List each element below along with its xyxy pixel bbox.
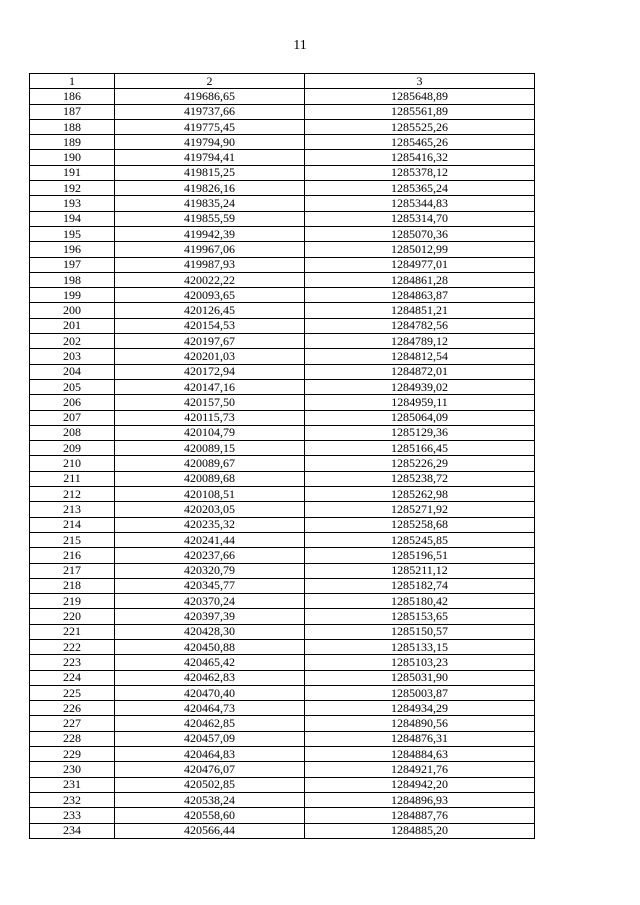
- table-row: [30, 410, 535, 425]
- y-coordinate-cell: 1284876,31: [305, 731, 535, 746]
- x-coordinate-cell: 420154,53: [115, 318, 305, 333]
- point-number-cell: 203: [30, 349, 115, 364]
- point-number-cell: 225: [30, 685, 115, 700]
- x-coordinate-cell: 420157,50: [115, 395, 305, 410]
- y-coordinate-cell: 1284959,11: [305, 395, 535, 410]
- x-coordinate-cell: 420197,67: [115, 334, 305, 349]
- point-number-cell: 222: [30, 639, 115, 654]
- table-row: [30, 731, 535, 746]
- y-coordinate-cell: 1285465,26: [305, 135, 535, 150]
- point-number-cell: 230: [30, 762, 115, 777]
- table-row: [30, 762, 535, 777]
- table-row: [30, 639, 535, 654]
- point-number-cell: 217: [30, 563, 115, 578]
- point-number-cell: 233: [30, 808, 115, 823]
- table-row: [30, 181, 535, 196]
- table-row: [30, 303, 535, 318]
- point-number-cell: 212: [30, 487, 115, 502]
- x-coordinate-cell: 420464,73: [115, 701, 305, 716]
- point-number-cell: 231: [30, 777, 115, 792]
- x-coordinate-cell: 420558,60: [115, 808, 305, 823]
- x-coordinate-cell: 420370,24: [115, 594, 305, 609]
- table-row: [30, 334, 535, 349]
- y-coordinate-cell: 1284939,02: [305, 379, 535, 394]
- table-row: [30, 242, 535, 257]
- table-row: [30, 119, 535, 134]
- point-number-cell: 193: [30, 196, 115, 211]
- y-coordinate-cell: 1284863,87: [305, 288, 535, 303]
- y-coordinate-cell: 1284896,93: [305, 792, 535, 807]
- y-coordinate-cell: 1284934,29: [305, 701, 535, 716]
- x-coordinate-cell: 420320,79: [115, 563, 305, 578]
- table-row: [30, 395, 535, 410]
- point-number-cell: 206: [30, 395, 115, 410]
- point-number-cell: 191: [30, 165, 115, 180]
- point-number-cell: 234: [30, 823, 115, 838]
- y-coordinate-cell: 1285416,32: [305, 150, 535, 165]
- y-coordinate-cell: 1285150,57: [305, 624, 535, 639]
- table-row: [30, 135, 535, 150]
- x-coordinate-cell: 420462,85: [115, 716, 305, 731]
- x-coordinate-cell: 419855,59: [115, 211, 305, 226]
- x-coordinate-cell: 420476,07: [115, 762, 305, 777]
- y-coordinate-cell: 1285182,74: [305, 578, 535, 593]
- table-row: [30, 594, 535, 609]
- table-row: [30, 532, 535, 547]
- point-number-cell: 208: [30, 425, 115, 440]
- table-row: [30, 318, 535, 333]
- point-number-cell: 213: [30, 502, 115, 517]
- point-number-cell: 216: [30, 548, 115, 563]
- table-row: [30, 823, 535, 838]
- y-coordinate-cell: 1285031,90: [305, 670, 535, 685]
- x-coordinate-cell: 419737,66: [115, 104, 305, 119]
- y-coordinate-cell: 1285003,87: [305, 685, 535, 700]
- point-number-cell: 194: [30, 211, 115, 226]
- table-row: [30, 716, 535, 731]
- point-number-cell: 229: [30, 747, 115, 762]
- point-number-cell: 232: [30, 792, 115, 807]
- x-coordinate-cell: 419775,45: [115, 119, 305, 134]
- point-number-cell: 228: [30, 731, 115, 746]
- x-coordinate-cell: 420126,45: [115, 303, 305, 318]
- x-coordinate-cell: 420104,79: [115, 425, 305, 440]
- point-number-cell: 195: [30, 226, 115, 241]
- point-number-cell: 218: [30, 578, 115, 593]
- y-coordinate-cell: 1284885,20: [305, 823, 535, 838]
- x-coordinate-cell: 420235,32: [115, 517, 305, 532]
- y-coordinate-cell: 1284942,20: [305, 777, 535, 792]
- x-coordinate-cell: 420465,42: [115, 655, 305, 670]
- x-coordinate-cell: 419987,93: [115, 257, 305, 272]
- table-row: [30, 165, 535, 180]
- y-coordinate-cell: 1285196,51: [305, 548, 535, 563]
- y-coordinate-cell: 1285012,99: [305, 242, 535, 257]
- y-coordinate-cell: 1284977,01: [305, 257, 535, 272]
- y-coordinate-cell: 1285344,83: [305, 196, 535, 211]
- x-coordinate-cell: 420108,51: [115, 487, 305, 502]
- x-coordinate-cell: 420462,83: [115, 670, 305, 685]
- point-number-cell: 189: [30, 135, 115, 150]
- x-coordinate-cell: 420464,83: [115, 747, 305, 762]
- point-number-cell: 220: [30, 609, 115, 624]
- point-number-cell: 221: [30, 624, 115, 639]
- point-number-cell: 197: [30, 257, 115, 272]
- x-coordinate-cell: 419815,25: [115, 165, 305, 180]
- table-row: [30, 456, 535, 471]
- table-row: [30, 792, 535, 807]
- y-coordinate-cell: 1285365,24: [305, 181, 535, 196]
- x-coordinate-cell: 419794,41: [115, 150, 305, 165]
- x-coordinate-cell: 420203,05: [115, 502, 305, 517]
- table-row: [30, 104, 535, 119]
- table-row: [30, 471, 535, 486]
- y-coordinate-cell: 1285064,09: [305, 410, 535, 425]
- point-number-cell: 219: [30, 594, 115, 609]
- table-row: [30, 517, 535, 532]
- point-number-cell: 214: [30, 517, 115, 532]
- x-coordinate-cell: 419794,90: [115, 135, 305, 150]
- table-row: [30, 670, 535, 685]
- table-row: [30, 624, 535, 639]
- table-row: [30, 441, 535, 456]
- table-row: [30, 487, 535, 502]
- point-number-cell: 201: [30, 318, 115, 333]
- point-number-cell: 223: [30, 655, 115, 670]
- y-coordinate-cell: 1285238,72: [305, 471, 535, 486]
- point-number-cell: 196: [30, 242, 115, 257]
- x-coordinate-cell: 420450,88: [115, 639, 305, 654]
- table-row: [30, 548, 535, 563]
- y-coordinate-cell: 1285561,89: [305, 104, 535, 119]
- y-coordinate-cell: 1285070,36: [305, 226, 535, 241]
- point-number-cell: 224: [30, 670, 115, 685]
- x-coordinate-cell: 420022,22: [115, 272, 305, 287]
- column-header-1: 1: [30, 74, 115, 89]
- table-row: [30, 150, 535, 165]
- y-coordinate-cell: 1284887,76: [305, 808, 535, 823]
- point-number-cell: 204: [30, 364, 115, 379]
- point-number-cell: 190: [30, 150, 115, 165]
- table-row: [30, 609, 535, 624]
- table-row: [30, 502, 535, 517]
- x-coordinate-cell: 419686,65: [115, 89, 305, 104]
- table-row: [30, 364, 535, 379]
- table-row: [30, 257, 535, 272]
- y-coordinate-cell: 1285180,42: [305, 594, 535, 609]
- table-row: [30, 226, 535, 241]
- table-row: [30, 349, 535, 364]
- y-coordinate-cell: 1285314,70: [305, 211, 535, 226]
- page-number: 11: [293, 38, 307, 53]
- x-coordinate-cell: 419835,24: [115, 196, 305, 211]
- y-coordinate-cell: 1284921,76: [305, 762, 535, 777]
- table-row: [30, 288, 535, 303]
- y-coordinate-cell: 1284812,54: [305, 349, 535, 364]
- point-number-cell: 199: [30, 288, 115, 303]
- x-coordinate-cell: 420470,40: [115, 685, 305, 700]
- x-coordinate-cell: 420397,39: [115, 609, 305, 624]
- y-coordinate-cell: 1285166,45: [305, 441, 535, 456]
- x-coordinate-cell: 420241,44: [115, 532, 305, 547]
- y-coordinate-cell: 1285245,85: [305, 532, 535, 547]
- table-row: [30, 196, 535, 211]
- table-row: [30, 655, 535, 670]
- point-number-cell: 198: [30, 272, 115, 287]
- coordinates-table: [29, 73, 535, 839]
- point-number-cell: 186: [30, 89, 115, 104]
- y-coordinate-cell: 1285262,98: [305, 487, 535, 502]
- column-header-3: 3: [305, 74, 535, 89]
- table-row: [30, 578, 535, 593]
- table-row: [30, 685, 535, 700]
- point-number-cell: 227: [30, 716, 115, 731]
- x-coordinate-cell: 420201,03: [115, 349, 305, 364]
- y-coordinate-cell: 1285133,15: [305, 639, 535, 654]
- y-coordinate-cell: 1285226,29: [305, 456, 535, 471]
- y-coordinate-cell: 1285129,36: [305, 425, 535, 440]
- x-coordinate-cell: 420115,73: [115, 410, 305, 425]
- x-coordinate-cell: 420457,09: [115, 731, 305, 746]
- table-row: [30, 272, 535, 287]
- point-number-cell: 207: [30, 410, 115, 425]
- point-number-cell: 200: [30, 303, 115, 318]
- x-coordinate-cell: 420089,67: [115, 456, 305, 471]
- table-row: [30, 747, 535, 762]
- x-coordinate-cell: 419942,39: [115, 226, 305, 241]
- y-coordinate-cell: 1284782,56: [305, 318, 535, 333]
- point-number-cell: 205: [30, 379, 115, 394]
- table-row: [30, 563, 535, 578]
- y-coordinate-cell: 1285378,12: [305, 165, 535, 180]
- x-coordinate-cell: 420345,77: [115, 578, 305, 593]
- table-body: [30, 89, 535, 839]
- y-coordinate-cell: 1285103,23: [305, 655, 535, 670]
- point-number-cell: 209: [30, 441, 115, 456]
- table-header-row: [30, 74, 535, 89]
- y-coordinate-cell: 1284789,12: [305, 334, 535, 349]
- x-coordinate-cell: 420172,94: [115, 364, 305, 379]
- x-coordinate-cell: 420428,30: [115, 624, 305, 639]
- y-coordinate-cell: 1285525,26: [305, 119, 535, 134]
- y-coordinate-cell: 1285258,68: [305, 517, 535, 532]
- column-header-2: 2: [115, 74, 305, 89]
- y-coordinate-cell: 1285211,12: [305, 563, 535, 578]
- point-number-cell: 188: [30, 119, 115, 134]
- y-coordinate-cell: 1285648,89: [305, 89, 535, 104]
- table-row: [30, 89, 535, 104]
- point-number-cell: 192: [30, 181, 115, 196]
- y-coordinate-cell: 1284851,21: [305, 303, 535, 318]
- x-coordinate-cell: 420089,15: [115, 441, 305, 456]
- point-number-cell: 211: [30, 471, 115, 486]
- x-coordinate-cell: 420502,85: [115, 777, 305, 792]
- table-row: [30, 777, 535, 792]
- table-row: [30, 379, 535, 394]
- table-row: [30, 425, 535, 440]
- point-number-cell: 226: [30, 701, 115, 716]
- y-coordinate-cell: 1285153,65: [305, 609, 535, 624]
- y-coordinate-cell: 1285271,92: [305, 502, 535, 517]
- table-row: [30, 211, 535, 226]
- x-coordinate-cell: 420566,44: [115, 823, 305, 838]
- x-coordinate-cell: 420089,68: [115, 471, 305, 486]
- point-number-cell: 202: [30, 334, 115, 349]
- x-coordinate-cell: 420147,16: [115, 379, 305, 394]
- table-row: [30, 701, 535, 716]
- y-coordinate-cell: 1284890,56: [305, 716, 535, 731]
- x-coordinate-cell: 420237,66: [115, 548, 305, 563]
- y-coordinate-cell: 1284872,01: [305, 364, 535, 379]
- y-coordinate-cell: 1284884,63: [305, 747, 535, 762]
- point-number-cell: 210: [30, 456, 115, 471]
- x-coordinate-cell: 419967,06: [115, 242, 305, 257]
- point-number-cell: 187: [30, 104, 115, 119]
- x-coordinate-cell: 419826,16: [115, 181, 305, 196]
- point-number-cell: 215: [30, 532, 115, 547]
- table-row: [30, 808, 535, 823]
- y-coordinate-cell: 1284861,28: [305, 272, 535, 287]
- x-coordinate-cell: 420093,65: [115, 288, 305, 303]
- x-coordinate-cell: 420538,24: [115, 792, 305, 807]
